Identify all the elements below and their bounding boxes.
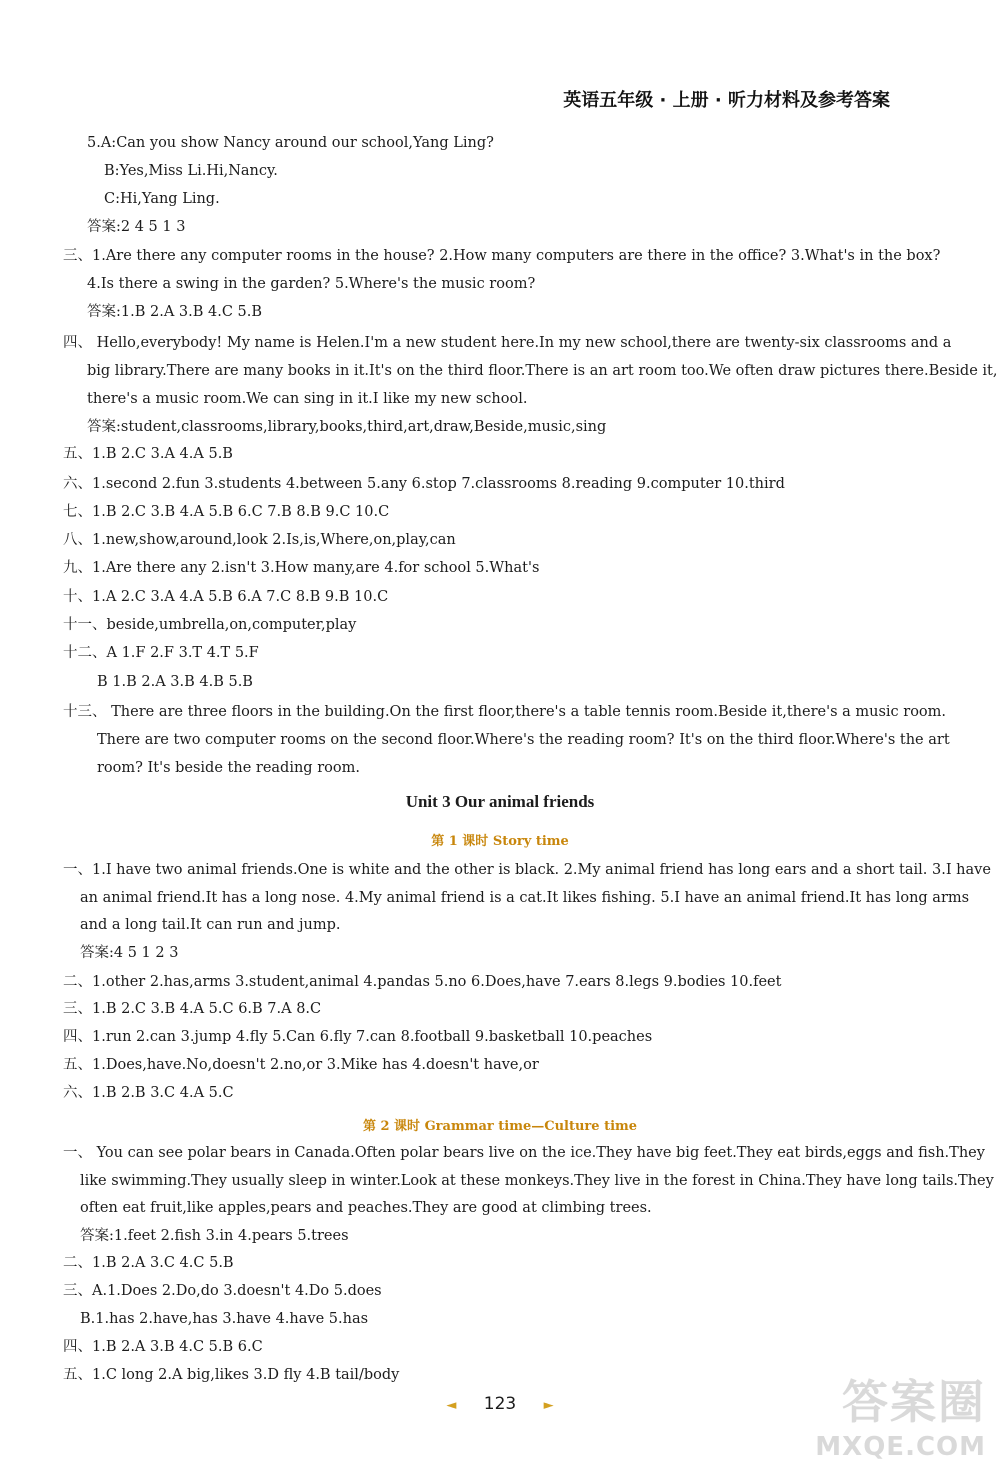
text-line: C:Hi,Yang Ling. bbox=[104, 191, 220, 207]
text-line: 答案:2 4 5 1 3 bbox=[87, 219, 186, 235]
text-line: 一、1.I have two animal friends.One is white and the other is black. 2.My animal friend has long ears and a short tail. 3.I have bbox=[63, 862, 991, 878]
lesson-title-1: 第 1 课时 Story time bbox=[431, 834, 569, 849]
text-line: B.1.has 2.have,has 3.have 4.have 5.has bbox=[80, 1311, 369, 1327]
text-line: 三、A.1.Does 2.Do,do 3.doesn't 4.Do 5.does bbox=[63, 1283, 382, 1299]
text-line: 三、1.B 2.C 3.B 4.A 5.C 6.B 7.A 8.C bbox=[63, 1001, 322, 1017]
unit-title: Unit 3 Our animal friends bbox=[405, 792, 595, 811]
text-line: B:Yes,Miss Li.Hi,Nancy. bbox=[104, 163, 278, 179]
text-line: big library.There are many books in it.It's on the third floor.There is an art room too.We often draw pictures there.Beside it, bbox=[87, 363, 998, 379]
text-line: 七、1.B 2.C 3.B 4.A 5.B 6.C 7.B 8.B 9.C 10.C bbox=[63, 504, 390, 520]
text-line: 5.A:Can you show Nancy around our school,Yang Ling? bbox=[87, 135, 494, 151]
text-line: 四、1.run 2.can 3.jump 4.fly 5.Can 6.fly 7.can 8.football 9.basketball 10.peaches bbox=[63, 1029, 653, 1045]
text-line: 十三、 There are three floors in the building.On the first floor,there's a table tennis room.Beside it,there's a music room. bbox=[63, 704, 947, 720]
text-line: and a long tail.It can run and jump. bbox=[80, 917, 341, 933]
page-header: 英语五年级 · 上册 · 听力材料及参考答案 bbox=[563, 90, 890, 111]
text-line: 八、1.new,show,around,look 2.Is,is,Where,on,play,can bbox=[63, 532, 456, 548]
text-line: 答案:4 5 1 2 3 bbox=[80, 945, 179, 961]
text-line: B 1.B 2.A 3.B 4.B 5.B bbox=[97, 674, 253, 690]
text-line: 六、1.second 2.fun 3.students 4.between 5.any 6.stop 7.classrooms 8.reading 9.computer 10.third bbox=[63, 476, 785, 492]
text-line: 一、 You can see polar bears in Canada.Often polar bears live on the ice.They have big feet.They eat birds,eggs and fish.They bbox=[63, 1145, 985, 1161]
prev-arrow-icon: ◄ bbox=[446, 1398, 457, 1413]
text-line: 十一、beside,umbrella,on,computer,play bbox=[63, 617, 357, 633]
text-line: 答案:1.feet 2.fish 3.in 4.pears 5.trees bbox=[80, 1228, 349, 1244]
text-line: 4.Is there a swing in the garden? 5.Where's the music room? bbox=[87, 276, 536, 292]
text-line: 五、1.B 2.C 3.A 4.A 5.B bbox=[63, 446, 233, 462]
next-arrow-icon: ► bbox=[543, 1398, 554, 1413]
text-line: 五、1.Does,have.No,doesn't 2.no,or 3.Mike has 4.doesn't have,or bbox=[63, 1057, 539, 1073]
text-line: an animal friend.It has a long nose. 4.My animal friend is a cat.It likes fishing. 5.I have an animal friend.It has long arms bbox=[80, 890, 970, 906]
text-line: 六、1.B 2.B 3.C 4.A 5.C bbox=[63, 1085, 234, 1101]
text-line: 四、1.B 2.A 3.B 4.C 5.B 6.C bbox=[63, 1339, 263, 1355]
text-line: 答案:1.B 2.A 3.B 4.C 5.B bbox=[87, 304, 263, 320]
text-line: 十、1.A 2.C 3.A 4.A 5.B 6.A 7.C 8.B 9.B 10.C bbox=[63, 589, 389, 605]
text-line: 二、1.B 2.A 3.C 4.C 5.B bbox=[63, 1255, 234, 1271]
text-line: 十二、A 1.F 2.F 3.T 4.T 5.F bbox=[63, 645, 259, 661]
text-line: 九、1.Are there any 2.isn't 3.How many,are 4.for school 5.What's bbox=[63, 560, 540, 576]
text-line: 答案:student,classrooms,library,books,third,art,draw,Beside,music,sing bbox=[87, 419, 607, 435]
watermark-logo: 答案圈 MXQE.COM bbox=[815, 1375, 986, 1462]
text-line: There are two computer rooms on the second floor.Where's the reading room? It's on the third floor.Where's the art bbox=[97, 732, 950, 748]
text-line: there's a music room.We can sing in it.I like my new school. bbox=[87, 391, 528, 407]
text-line: 五、1.C long 2.A big,likes 3.D fly 4.B tail/body bbox=[63, 1367, 400, 1383]
page-number: 123 bbox=[483, 1394, 517, 1414]
text-line: like swimming.They usually sleep in winter.Look at these monkeys.They live in the forest in China.They have long tails.They bbox=[80, 1173, 994, 1189]
text-line: 三、1.Are there any computer rooms in the house? 2.How many computers are there in the office? 3.What's in the box? bbox=[63, 248, 941, 264]
text-line: 四、 Hello,everybody! My name is Helen.I'm a new student here.In my new school,there are twenty-six classrooms and a bbox=[63, 335, 952, 351]
lesson-title-2: 第 2 课时 Grammar time—Culture time bbox=[362, 1119, 638, 1134]
text-line: 二、1.other 2.has,arms 3.student,animal 4.pandas 5.no 6.Does,have 7.ears 8.legs 9.bodies 10.feet bbox=[63, 974, 782, 990]
text-line: room? It's beside the reading room. bbox=[97, 760, 360, 776]
text-line: often eat fruit,like apples,pears and peaches.They are good at climbing trees. bbox=[80, 1200, 652, 1216]
